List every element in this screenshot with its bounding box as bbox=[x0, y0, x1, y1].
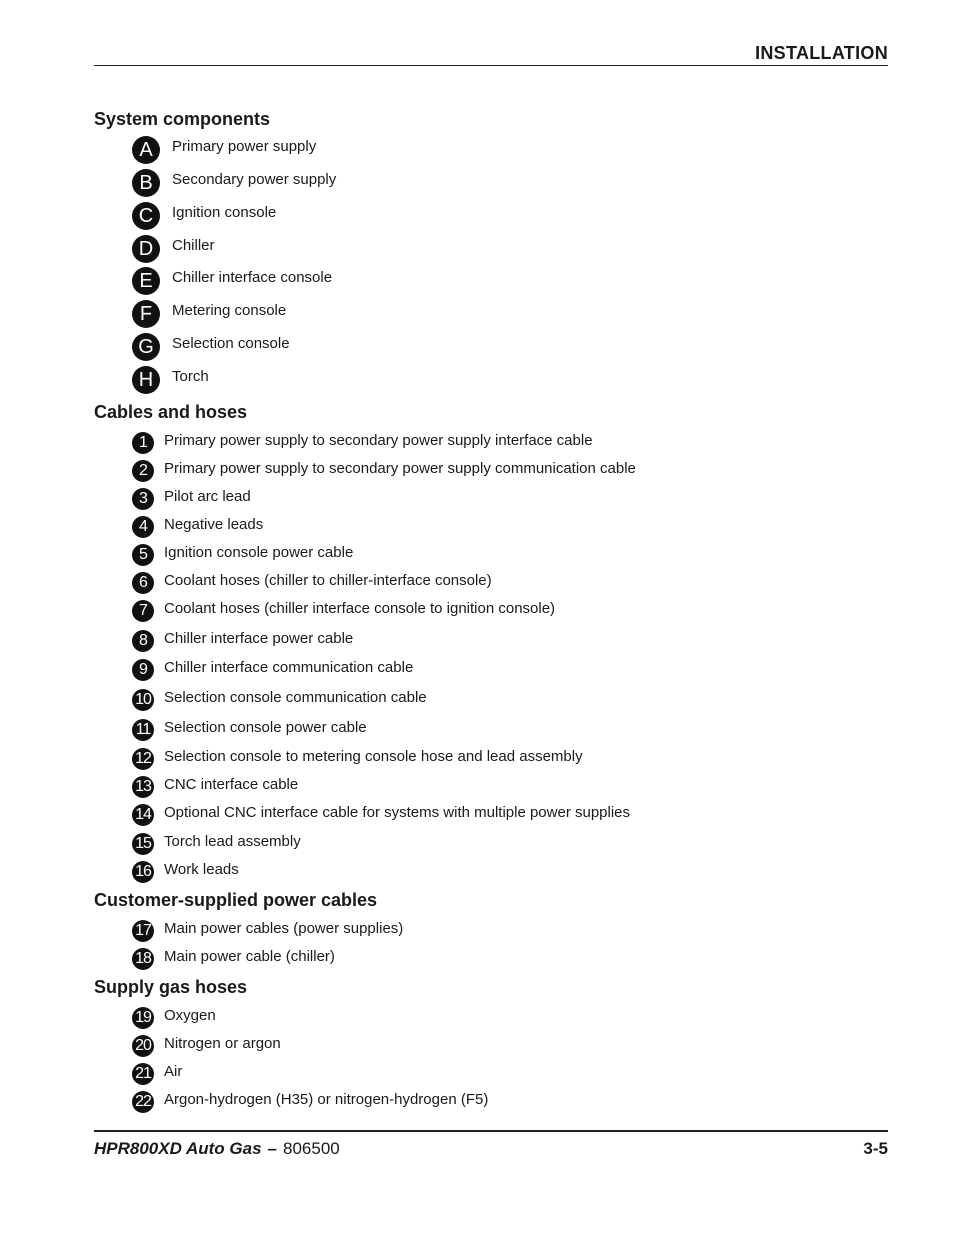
item-label: CNC interface cable bbox=[164, 776, 299, 793]
letter-badge: B bbox=[132, 169, 160, 197]
item-label: Coolant hoses (chiller interface console to ignition console) bbox=[164, 600, 556, 617]
letter-badge: H bbox=[132, 366, 160, 394]
item-label: Ignition console power cable bbox=[164, 544, 354, 561]
section-title-cables-hoses: Cables and hoses bbox=[94, 402, 248, 422]
number-badge: 11 bbox=[132, 719, 154, 741]
number-badge: 21 bbox=[132, 1063, 154, 1085]
section-title-system-components: System components bbox=[94, 109, 271, 129]
item-label: Metering console bbox=[172, 302, 287, 319]
number-badge: 17 bbox=[132, 920, 154, 942]
footer-model: HPR800XD Auto Gas bbox=[94, 1139, 262, 1158]
item-label: Primary power supply bbox=[172, 138, 317, 155]
section-title-supply-gas: Supply gas hoses bbox=[94, 977, 248, 997]
letter-badge: A bbox=[132, 136, 160, 164]
item-label: Air bbox=[164, 1063, 183, 1080]
item-label: Coolant hoses (chiller to chiller-interface console) bbox=[164, 572, 492, 589]
item-label: Ignition console bbox=[172, 204, 277, 221]
number-badge: 3 bbox=[132, 488, 154, 510]
item-label: Oxygen bbox=[164, 1007, 216, 1024]
item-label: Selection console communication cable bbox=[164, 689, 427, 706]
letter-badge: F bbox=[132, 300, 160, 328]
footer-dash: – bbox=[267, 1139, 277, 1158]
item-label: Secondary power supply bbox=[172, 171, 337, 188]
number-badge: 19 bbox=[132, 1007, 154, 1029]
letter-badge: D bbox=[132, 235, 160, 263]
item-label: Primary power supply to secondary power supply interface cable bbox=[164, 432, 593, 449]
number-badge: 16 bbox=[132, 861, 154, 883]
letter-badge: C bbox=[132, 202, 160, 230]
footer-part-number: 806500 bbox=[283, 1139, 340, 1158]
number-badge: 20 bbox=[132, 1035, 154, 1057]
number-badge: 4 bbox=[132, 516, 154, 538]
section-title-customer-cables: Customer-supplied power cables bbox=[94, 890, 378, 910]
number-badge: 6 bbox=[132, 572, 154, 594]
item-label: Selection console bbox=[172, 335, 290, 352]
number-badge: 2 bbox=[132, 460, 154, 482]
number-badge: 18 bbox=[132, 948, 154, 970]
footer-rule bbox=[94, 1130, 888, 1132]
footer-page-number: 3-5 bbox=[863, 1139, 888, 1158]
number-badge: 10 bbox=[132, 689, 154, 711]
letter-badge: G bbox=[132, 333, 160, 361]
item-label: Optional CNC interface cable for systems with multiple power supplies bbox=[164, 804, 631, 821]
number-badge: 9 bbox=[132, 659, 154, 681]
item-label: Chiller interface console bbox=[172, 269, 333, 286]
item-label: Pilot arc lead bbox=[164, 488, 251, 505]
item-label: Chiller interface communication cable bbox=[164, 659, 414, 676]
item-label: Main power cables (power supplies) bbox=[164, 920, 404, 937]
number-badge: 5 bbox=[132, 544, 154, 566]
number-badge: 15 bbox=[132, 833, 154, 855]
page-header-title: INSTALLATION bbox=[755, 43, 888, 63]
item-label: Selection console power cable bbox=[164, 719, 367, 736]
number-badge: 13 bbox=[132, 776, 154, 798]
number-badge: 14 bbox=[132, 804, 154, 826]
item-label: Torch bbox=[172, 368, 209, 385]
number-badge: 1 bbox=[132, 432, 154, 454]
header-rule bbox=[94, 65, 888, 66]
number-badge: 8 bbox=[132, 630, 154, 652]
number-badge: 7 bbox=[132, 600, 154, 622]
letter-badge: E bbox=[132, 267, 160, 295]
item-label: Nitrogen or argon bbox=[164, 1035, 281, 1052]
item-label: Selection console to metering console hose and lead assembly bbox=[164, 748, 583, 765]
number-badge: 12 bbox=[132, 748, 154, 770]
number-badge: 22 bbox=[132, 1091, 154, 1113]
item-label: Main power cable (chiller) bbox=[164, 948, 335, 965]
item-label: Negative leads bbox=[164, 516, 264, 533]
item-label: Primary power supply to secondary power supply communication cable bbox=[164, 460, 636, 477]
item-label: Argon-hydrogen (H35) or nitrogen-hydrogen (F5) bbox=[164, 1091, 489, 1108]
item-label: Chiller bbox=[172, 237, 215, 254]
footer-left bbox=[94, 1139, 340, 1159]
item-label: Chiller interface power cable bbox=[164, 630, 354, 647]
item-label: Torch lead assembly bbox=[164, 833, 301, 850]
item-label: Work leads bbox=[164, 861, 239, 878]
